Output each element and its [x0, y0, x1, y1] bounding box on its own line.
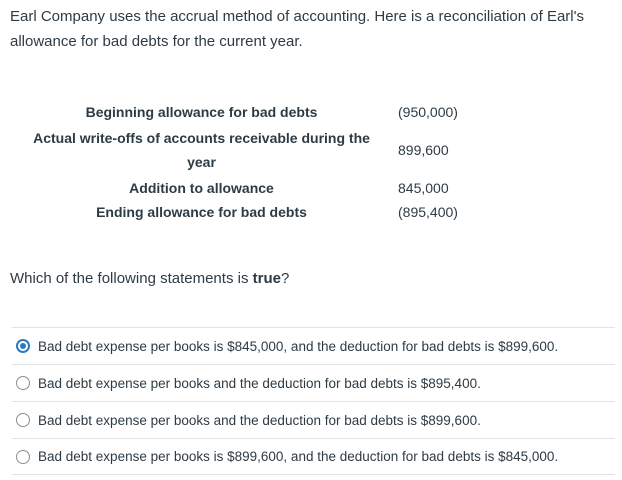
- table-row: [18, 175, 458, 200]
- answer-options: [12, 327, 615, 475]
- row-value: (895,400): [398, 204, 458, 220]
- answer-option-1[interactable]: [12, 327, 615, 364]
- question-emphasis: true: [252, 270, 281, 287]
- radio-button-icon[interactable]: [16, 450, 30, 464]
- question-prefix: Which of the following statements is: [10, 270, 253, 287]
- table-row: [18, 99, 458, 124]
- radio-button-selected-icon[interactable]: [16, 339, 30, 353]
- answer-option-3[interactable]: [12, 401, 615, 438]
- row-label: Addition to allowance: [129, 179, 274, 196]
- radio-button-icon[interactable]: [16, 413, 30, 427]
- answer-text: Bad debt expense per books and the deduction for bad debts is $899,600.: [38, 412, 481, 428]
- row-value: 845,000: [398, 179, 449, 196]
- row-value: 899,600: [398, 141, 449, 158]
- answer-text: Bad debt expense per books is $845,000, and the deduction for bad debts is $899,600.: [38, 338, 559, 354]
- radio-button-icon[interactable]: [16, 376, 30, 390]
- table-row: [18, 124, 458, 175]
- row-value: (950,000): [398, 103, 458, 120]
- reconciliation-table: [18, 99, 458, 224]
- answer-text: Bad debt expense per books and the deduction for bad debts is $895,400.: [38, 375, 481, 391]
- row-label: Beginning allowance for bad debts: [85, 103, 318, 120]
- question-prompt: [10, 267, 289, 291]
- question-suffix: ?: [280, 270, 290, 287]
- question-intro: Earl Company uses the accrual method of accounting. Here is a reconciliation of Earl's allowance for bad debts for the current year.: [10, 8, 584, 50]
- answer-option-2[interactable]: [12, 364, 615, 401]
- answer-option-4[interactable]: [12, 438, 615, 475]
- table-row: [18, 200, 458, 224]
- row-label: Ending allowance for bad debts: [96, 204, 307, 220]
- answer-text: Bad debt expense per books is $899,600, and the deduction for bad debts is $845,000.: [38, 449, 559, 464]
- row-label: Actual write-offs of accounts receivable during the year: [33, 129, 370, 170]
